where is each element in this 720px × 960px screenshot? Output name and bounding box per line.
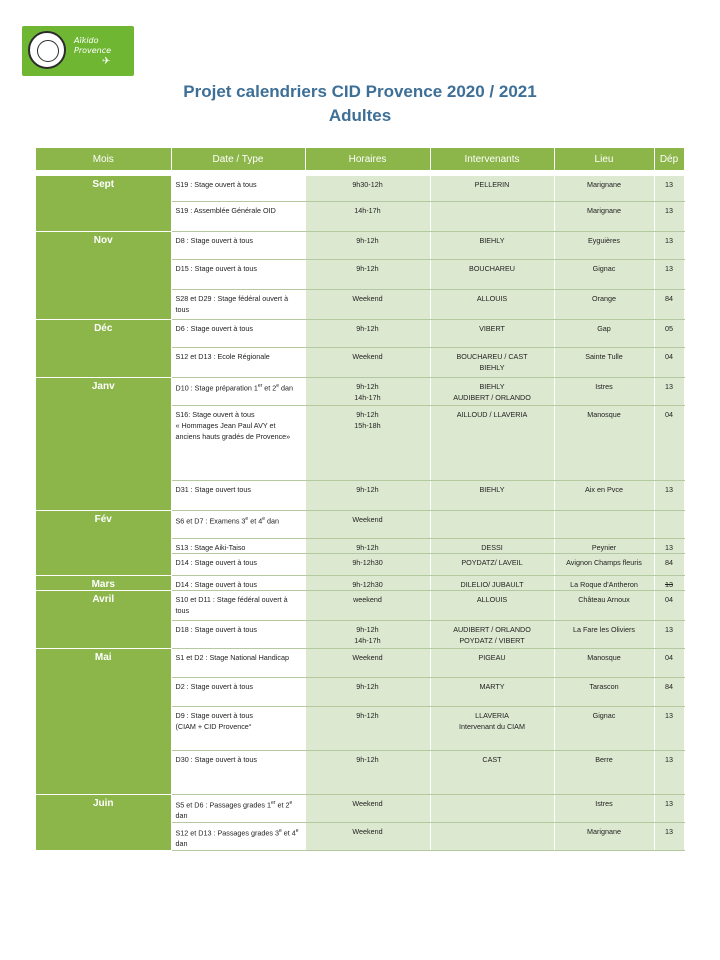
place-cell: La Fare les Oliviers: [554, 620, 654, 648]
dept-cell: 13: [654, 822, 684, 850]
speakers-cell: BOUCHAREU: [430, 259, 554, 289]
header-lieu: Lieu: [554, 148, 654, 173]
table-row: [36, 173, 684, 201]
date-cell: D31 : Stage ouvert tous: [171, 480, 305, 510]
title-line1: Projet calendriers CID Provence 2020 / 2021: [183, 82, 537, 101]
time-cell: weekend: [305, 590, 430, 620]
date-cell: S19 : Assemblée Générale OID: [171, 201, 305, 231]
speakers-cell: BIEHLY: [430, 231, 554, 259]
dept-cell: 05: [654, 319, 684, 347]
date-cell: D18 : Stage ouvert à tous: [171, 620, 305, 648]
speakers-cell: DESSI: [430, 538, 554, 553]
dept-cell: 04: [654, 405, 684, 480]
time-cell: 9h-12h 14h-17h: [305, 620, 430, 648]
time-cell: 9h-12h 14h-17h: [305, 377, 430, 405]
date-cell: D14 : Stage ouvert à tous: [171, 575, 305, 590]
time-cell: 9h-12h30: [305, 553, 430, 575]
date-cell: S1 et D2 : Stage National Handicap: [171, 648, 305, 677]
speakers-cell: AILLOUD / LLAVERIA: [430, 405, 554, 480]
time-cell: Weekend: [305, 794, 430, 822]
logo-line2: Provence: [74, 46, 112, 55]
date-cell: S19 : Stage ouvert à tous: [171, 173, 305, 201]
dept-cell: 13: [654, 259, 684, 289]
table-row: [36, 575, 684, 590]
time-cell: 9h-12h: [305, 677, 430, 706]
place-cell: [554, 510, 654, 538]
place-cell: Tarascon: [554, 677, 654, 706]
date-cell: S28 et D29 : Stage fédéral ouvert à tous: [171, 289, 305, 319]
table-header: [36, 148, 684, 173]
header-horaires: Horaires: [305, 148, 430, 173]
seal-icon: [28, 31, 66, 69]
date-cell: D15 : Stage ouvert à tous: [171, 259, 305, 289]
header-dep: Dép: [654, 148, 684, 173]
table-row: [36, 319, 684, 347]
speakers-cell: CAST: [430, 750, 554, 794]
table-row: [36, 648, 684, 677]
speakers-cell: AUDIBERT / ORLANDO POYDATZ / VIBERT: [430, 620, 554, 648]
speakers-cell: POYDATZ/ LAVEIL: [430, 553, 554, 575]
date-cell: D8 : Stage ouvert à tous: [171, 231, 305, 259]
header-mois: Mois: [36, 148, 171, 173]
dept-cell: 13: [654, 201, 684, 231]
time-cell: Weekend: [305, 510, 430, 538]
dept-cell: 84: [654, 553, 684, 575]
time-cell: Weekend: [305, 347, 430, 377]
date-cell: S5 et D6 : Passages grades 1er et 2e dan: [171, 794, 305, 822]
speakers-cell: BOUCHAREU / CAST BIEHLY: [430, 347, 554, 377]
month-cell: Sept: [36, 173, 171, 231]
month-cell: Juin: [36, 794, 171, 850]
speakers-cell: DILELIO/ JUBAULT: [430, 575, 554, 590]
time-cell: 9h-12h 15h-18h: [305, 405, 430, 480]
place-cell: Aix en Pvce: [554, 480, 654, 510]
place-cell: Marignane: [554, 201, 654, 231]
dept-cell: 04: [654, 590, 684, 620]
time-cell: 9h-12h: [305, 231, 430, 259]
title-line2: Adultes: [328, 106, 392, 125]
table-row: [36, 510, 684, 538]
time-cell: 9h-12h30: [305, 575, 430, 590]
place-cell: Istres: [554, 377, 654, 405]
place-cell: Eyguières: [554, 231, 654, 259]
logo: [22, 26, 134, 76]
place-cell: Sainte Tulle: [554, 347, 654, 377]
time-cell: 14h-17h: [305, 201, 430, 231]
month-cell: Janv: [36, 377, 171, 510]
speakers-cell: ALLOUIS: [430, 289, 554, 319]
date-cell: S6 et D7 : Examens 3e et 4e dan: [171, 510, 305, 538]
speakers-cell: ALLOUIS: [430, 590, 554, 620]
speakers-cell: [430, 510, 554, 538]
dept-cell: 84: [654, 289, 684, 319]
speakers-cell: VIBERT: [430, 319, 554, 347]
month-cell: Nov: [36, 231, 171, 319]
month-cell: Mars: [36, 575, 171, 590]
time-cell: 9h-12h: [305, 538, 430, 553]
place-cell: La Roque d'Antheron: [554, 575, 654, 590]
date-cell: S13 : Stage Aiki-Taiso: [171, 538, 305, 553]
date-cell: S10 et D11 : Stage fédéral ouvert à tous: [171, 590, 305, 620]
header-intervenants: Intervenants: [430, 148, 554, 173]
place-cell: Istres: [554, 794, 654, 822]
date-cell: D30 : Stage ouvert à tous: [171, 750, 305, 794]
speakers-cell: [430, 201, 554, 231]
dept-cell: 13: [654, 538, 684, 553]
speakers-cell: LLAVERIA Intervenant du CIAM: [430, 706, 554, 750]
date-cell: D10 : Stage préparation 1er et 2e dan: [171, 377, 305, 405]
date-cell: D6 : Stage ouvert à tous: [171, 319, 305, 347]
time-cell: 9h-12h: [305, 750, 430, 794]
dept-cell: 13: [654, 620, 684, 648]
dept-cell: 13: [654, 750, 684, 794]
place-cell: Marignane: [554, 822, 654, 850]
time-cell: 9h-12h: [305, 480, 430, 510]
logo-text: [74, 36, 111, 56]
date-cell: D9 : Stage ouvert à tous (CIAM + CID Provence°: [171, 706, 305, 750]
plane-icon: ✈: [102, 56, 111, 67]
time-cell: 9h-12h: [305, 259, 430, 289]
date-cell: D14 : Stage ouvert à tous: [171, 553, 305, 575]
month-cell: Déc: [36, 319, 171, 377]
dept-cell: 13: [654, 173, 684, 201]
dept-cell: 13: [654, 231, 684, 259]
place-cell: Berre: [554, 750, 654, 794]
month-cell: Avril: [36, 590, 171, 648]
date-cell: S16: Stage ouvert à tous « Hommages Jean Paul AVY et anciens hauts gradés de Provence»: [171, 405, 305, 480]
speakers-cell: BIEHLY: [430, 480, 554, 510]
place-cell: Avignon Champs fleuris: [554, 553, 654, 575]
dept-cell: 13: [654, 377, 684, 405]
dept-cell: 04: [654, 347, 684, 377]
time-cell: Weekend: [305, 822, 430, 850]
speakers-cell: PELLERIN: [430, 173, 554, 201]
date-cell: S12 et D13 : Ecole Régionale: [171, 347, 305, 377]
time-cell: Weekend: [305, 289, 430, 319]
dept-cell: 13: [654, 480, 684, 510]
table-row: [36, 590, 684, 620]
header-date: Date / Type: [171, 148, 305, 173]
dept-cell: 13: [654, 706, 684, 750]
place-cell: Marignane: [554, 173, 654, 201]
date-cell: S12 et D13 : Passages grades 3e et 4e dan: [171, 822, 305, 850]
calendar-table: [36, 148, 685, 851]
speakers-cell: [430, 822, 554, 850]
dept-cell: 84: [654, 677, 684, 706]
dept-cell: 13: [654, 794, 684, 822]
table-row: [36, 794, 684, 822]
place-cell: Manosque: [554, 648, 654, 677]
speakers-cell: MARTY: [430, 677, 554, 706]
time-cell: Weekend: [305, 648, 430, 677]
table-row: [36, 377, 684, 405]
place-cell: Orange: [554, 289, 654, 319]
month-cell: Mai: [36, 648, 171, 794]
place-cell: Gignac: [554, 706, 654, 750]
page-title: [0, 80, 720, 128]
time-cell: 9h-12h: [305, 319, 430, 347]
speakers-cell: PIGEAU: [430, 648, 554, 677]
dept-cell: [654, 510, 684, 538]
logo-line1: Aïkido: [74, 36, 99, 45]
date-cell: D2 : Stage ouvert à tous: [171, 677, 305, 706]
place-cell: Manosque: [554, 405, 654, 480]
time-cell: 9h30-12h: [305, 173, 430, 201]
place-cell: Peynier: [554, 538, 654, 553]
dept-cell: 13: [654, 575, 684, 590]
place-cell: Gignac: [554, 259, 654, 289]
place-cell: Château Arnoux: [554, 590, 654, 620]
time-cell: 9h-12h: [305, 706, 430, 750]
speakers-cell: [430, 794, 554, 822]
table-row: [36, 231, 684, 259]
place-cell: Gap: [554, 319, 654, 347]
dept-cell: 04: [654, 648, 684, 677]
speakers-cell: BIEHLY AUDIBERT / ORLANDO: [430, 377, 554, 405]
month-cell: Fév: [36, 510, 171, 575]
